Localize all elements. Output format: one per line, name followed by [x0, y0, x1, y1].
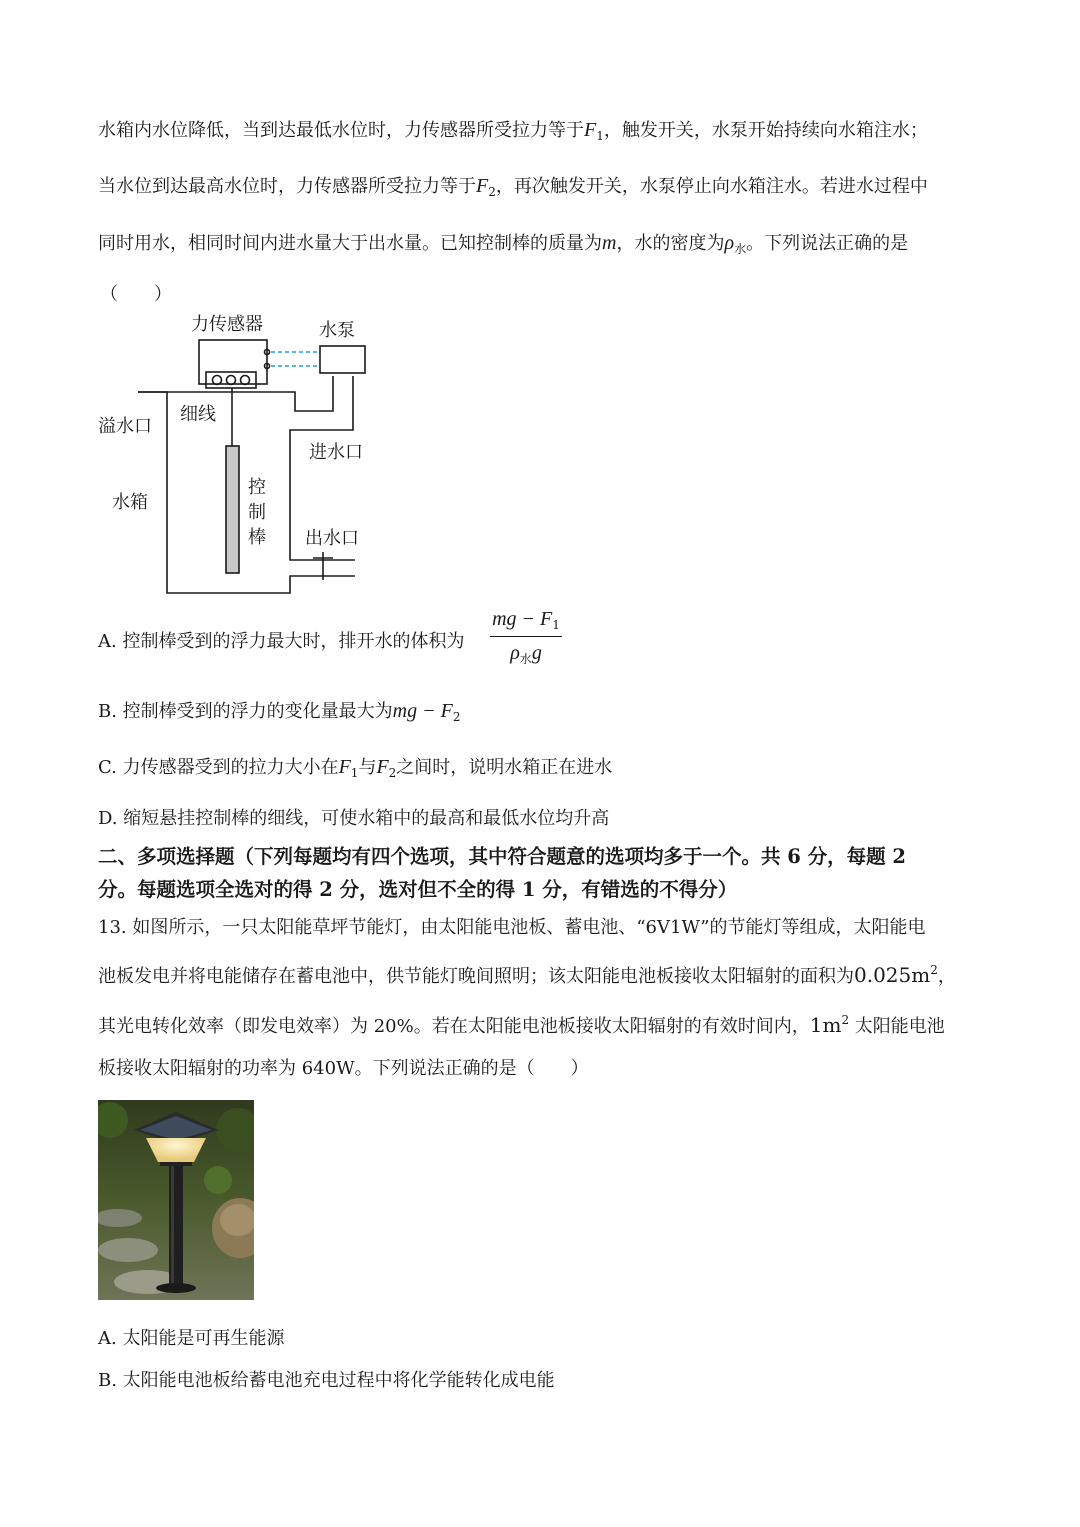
label-inlet: 进水口	[309, 442, 363, 463]
sensor-base	[206, 372, 256, 388]
water-tank-diagram	[95, 308, 395, 608]
option-13-B: B. 太阳能电池板给蓄电池充电过程中将化学能转化成电能	[98, 1370, 555, 1391]
q12-line-1: 水箱内水位降低，当到达最低水位时，力传感器所受拉力等于$F_1$，触发开关，水泵开始持续向水箱注水；	[98, 119, 928, 143]
section-2-heading-line-2: 分。每题选项全选对的得 2 分，选对但不全的得 1 分，有错选的不得分）	[98, 878, 738, 901]
q13-line-3: 其光电转化效率（即发电效率）为 20%。若在太阳能电池板接收太阳辐射的有效时间内，$1m^2$ 太阳能电池	[98, 1013, 945, 1037]
label-force-sensor: 力传感器	[191, 314, 263, 335]
control-rod	[226, 446, 239, 573]
label-tank: 水箱	[112, 492, 148, 513]
option-12-C: C. 力传感器受到的拉力大小在$F_1$与$F_2$之间时，说明水箱正在进水	[98, 756, 613, 780]
label-outlet: 出水口	[305, 528, 359, 549]
label-rod-3: 棒	[248, 527, 266, 548]
q13-line-4: 板接收太阳辐射的功率为 640W。下列说法正确的是（ ）	[98, 1058, 589, 1079]
label-thread: 细线	[180, 404, 216, 425]
fraction-bar	[490, 636, 562, 637]
answer-blank: （ ）	[100, 284, 172, 305]
label-pump: 水泵	[319, 320, 355, 341]
option-13-A: A. 太阳能是可再生能源	[98, 1328, 285, 1349]
label-overflow: 溢水口	[98, 416, 152, 437]
q12-line-2: 当水位到达最高水位时，力传感器所受拉力等于$F_2$，再次触发开关，水泵停止向水箱注水。若进水过程中	[98, 175, 928, 199]
q13-line-1: 13. 如图所示，一只太阳能草坪节能灯，由太阳能电池板、蓄电池、“6V1W”的节能灯等组成，太阳能电	[98, 917, 926, 938]
pump-box	[320, 346, 365, 373]
q12-line-3: 同时用水，相同时间内进水量大于出水量。已知控制棒的质量为m，水的密度为$\rho_水$。下列说法正确的是	[98, 232, 909, 256]
option-12-D: D. 缩短悬挂控制棒的细线，可使水箱中的最高和最低水位均升高	[98, 808, 610, 829]
label-rod-1: 控	[248, 477, 266, 498]
label-rod-2: 制	[248, 502, 266, 523]
option-12-B: B. 控制棒受到的浮力的变化量最大为mg − $F_2$	[98, 700, 461, 724]
option-12-A: A. 控制棒受到的浮力最大时，排开水的体积为	[98, 631, 465, 652]
section-2-heading-line-1: 二、多项选择题（下列每题均有四个选项，其中符合题意的选项均多于一个。共 6 分，每题 2	[98, 845, 907, 868]
solar-lamp-photo	[98, 1100, 254, 1300]
fraction-volume: mg − $F_1$ $\rho_水g$	[490, 606, 562, 667]
q13-line-2: 池板发电并将电能储存在蓄电池中，供节能灯晚间照明；该太阳能电池板接收太阳辐射的面积为$0.025m^2$，	[98, 963, 956, 987]
